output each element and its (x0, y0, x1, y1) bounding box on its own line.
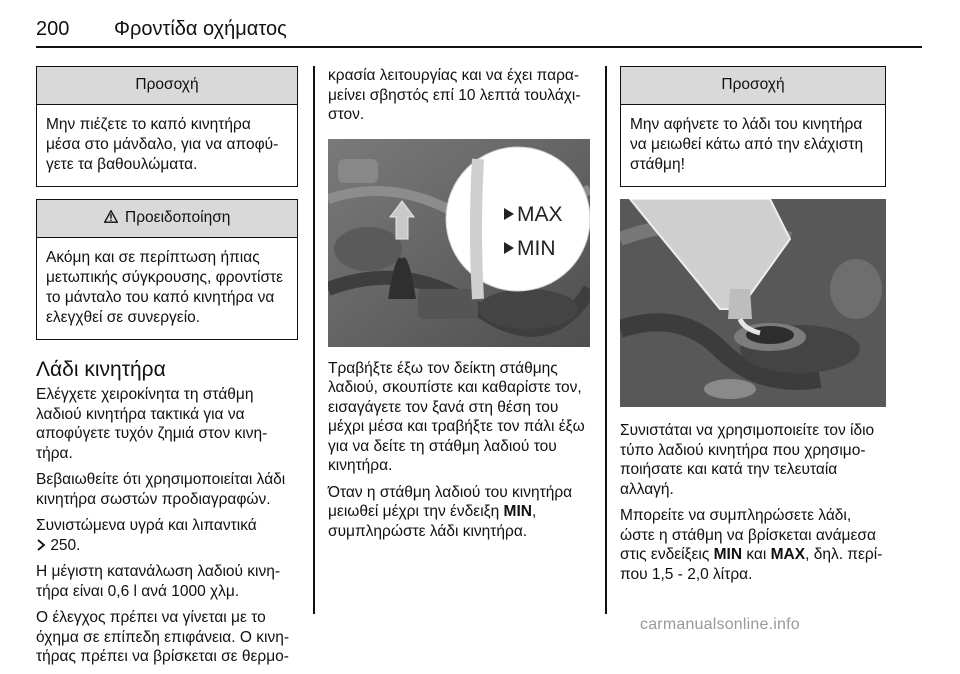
page-reference-link[interactable]: 250. (50, 536, 81, 554)
column-divider-2 (605, 66, 607, 614)
paragraph: κρασία λειτουργίας και να έχει παραμείνει σβηστός επί 10 λεπτά τουλάχιστον. (328, 67, 581, 123)
warning-text: Ακόμη και σε περίπτωση ήπιας μετωπικής σύγκρουσης, φροντίστε το μάνταλο του καπό κινητήρα να ελεγχθεί σε συνεργείο. (46, 249, 284, 326)
column-2 (328, 66, 590, 548)
warning-box (36, 199, 298, 340)
page-number: 200 (36, 18, 70, 40)
warning-title: Προειδοποίηση (125, 209, 231, 226)
warning-triangle-icon (104, 209, 122, 226)
min-label: MIN (517, 236, 556, 260)
caution-title: Προσοχή (37, 67, 297, 105)
paragraph: Βεβαιωθείτε ότι χρησιμοποιείται λάδι κινητήρα σωστών προδιαγραφών. (36, 471, 286, 508)
page-title: Φροντίδα οχήματος (114, 18, 287, 40)
section-heading: Λάδι κινητήρα (36, 358, 166, 381)
column-3 (620, 66, 886, 591)
paragraph: Ελέγχετε χειροκίνητα τη στάθμη λαδιού κινητήρα τακτικά για να αποφύγετε τυχόν ζημιά στον κινητήρα. (36, 386, 268, 462)
paragraph: Ο έλεγχος πρέπει να γίνεται με το όχημα σε επίπεδη επιφάνεια. Ο κινητήρας πρέπει να βρίσκεται σε θερμο- (36, 609, 289, 665)
max-label: MAX (517, 202, 563, 226)
caution-box (36, 66, 298, 187)
column-1 (36, 66, 298, 674)
caution-box-2 (620, 66, 886, 187)
paragraph: Συνιστάται να χρησιμοποιείτε τον ίδιο τύπο λαδιού κινητήρα που χρησιμοποιήσατε και κατά την τελευταία αλλαγή. (620, 422, 875, 498)
footer-watermark: carmanualsonline.info (640, 616, 800, 633)
paragraph-min: Όταν η στάθμη λαδιού του κινητήρα μειωθεί μέχρι την ένδειξη MIN, συμπληρώστε λάδι κινητήρα. (328, 483, 573, 540)
dipstick-illustration (328, 139, 590, 347)
column-divider-1 (313, 66, 315, 614)
paragraph-reference: Συνιστώμενα υγρά και λιπαντικά 250. (36, 517, 257, 554)
warning-title-row (37, 200, 297, 238)
paragraph: Τραβήξτε έξω τον δείκτη στάθμης λαδιού, σκουπίστε και καθαρίστε τον, εισαγάγετε τον ξανά στη θέση του μέχρι μέσα και τραβήξτε τον πάλι έξω για να δείτε τη στάθμη λαδιού του κινητήρα. (328, 359, 585, 474)
caution-title-2: Προσοχή (621, 67, 885, 105)
caution-text: Μην πιέζετε το καπό κινητήρα μέσα στο μάνδαλο, για να αποφύγετε τα βαθουλώματα. (46, 116, 279, 173)
page-header (36, 16, 922, 56)
paragraph-min-max: Μπορείτε να συμπληρώσετε λάδι, ώστε η στάθμη να βρίσκεται ανάμεσα στις ενδείξεις MIN και MAX, δηλ. περίπου 1,5 - 2,0 λίτρα. (620, 507, 883, 583)
paragraph: Η μέγιστη κατανάλωση λαδιού κινητήρα είναι 0,6 l ανά 1000 χλμ. (36, 563, 281, 600)
header-rule (36, 46, 922, 48)
arrow-reference-icon (36, 537, 50, 554)
caution-text-2: Μην αφήνετε το λάδι του κινητήρα να μειωθεί κάτω από την ελάχιστη στάθμη! (630, 116, 864, 173)
oil-filling-illustration (620, 199, 886, 407)
